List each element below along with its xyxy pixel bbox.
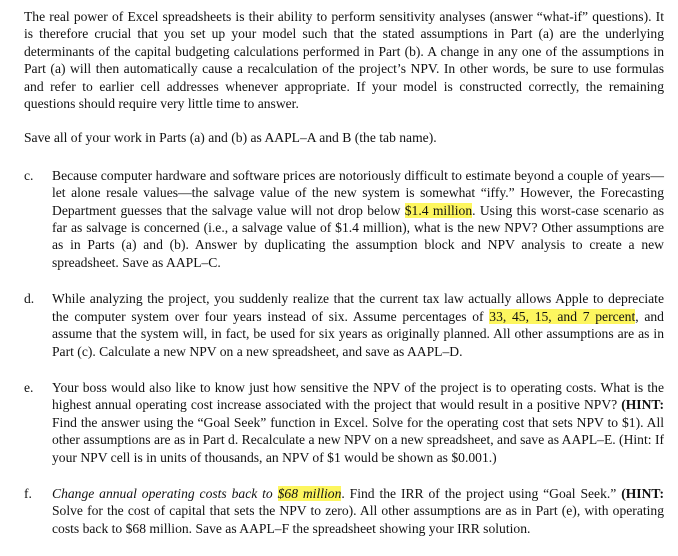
question-text: Your boss would also like to know just how sensitive the NPV of the project is to operating costs. What is the highest annual operating cost increase associated with the project that would result in a positive NPV? (HINT: Find the answer using the “Goal Seek” function in Excel. Solve for the operating cost that sets NPV to $1). All other assumptions are as in Part d. Recalculate a new NPV on a new spreadsheet, and save as AAPL–E. (Hint: If your NPV cell is in units of thousands, an NPV of $1 would be shown as $0.001.) bbox=[52, 379, 664, 465]
hint-label: (HINT: bbox=[621, 397, 664, 413]
highlighted-depreciation-percentages: 33, 45, 15, and 7 percent bbox=[489, 308, 636, 324]
highlighted-salvage-value: $1.4 million bbox=[404, 202, 473, 218]
question-e bbox=[24, 379, 664, 466]
question-c bbox=[24, 167, 664, 271]
question-text: Change annual operating costs back to $68 million. Find the IRR of the project using “Goal Seek.” (HINT: Solve for the cost of capital that sets the NPV to zero). All other assumptions are as in Part (e), with operating costs back to $68 million. Save as AAPL–F the spreadsheet showing your IRR solution. bbox=[52, 485, 664, 536]
question-letter: e. bbox=[24, 379, 34, 395]
highlighted-operating-costs: $68 million bbox=[277, 485, 342, 501]
question-letter: c. bbox=[24, 167, 34, 183]
hint-label: (HINT: bbox=[621, 485, 664, 501]
question-letter: f. bbox=[24, 485, 32, 501]
question-letter: d. bbox=[24, 291, 35, 307]
question-text: Because computer hardware and software prices are notoriously difficult to estimate beyond a couple of years—let alone resale values—the salvage value of the new system is somewhat “iffy.” However, the Forecasting Department guesses that the salvage value will not drop below $1.4 million. Using this worst-case scenario as far as salvage is concerned (i.e., a salvage value of $1.4 million), what is the new NPV? Other assumptions are as in Parts (a) and (b). Answer by duplicating the assumption block and NPV analysis to create a new spreadsheet. Save as AAPL–C. bbox=[52, 167, 664, 270]
intro-paragraph: The real power of Excel spreadsheets is their ability to perform sensitivity analyses (answer “what-if” questions). It is therefore crucial that you set up your model such that the stated assumptions in Part (a) are the underlying determinants of the capital budgeting calculations performed in Part (b). A change in any one of the assumptions in Part (a) will then automatically cause a recalculation of the project’s NPV. In other words, be sure to use formulas and refer to earlier cell addresses whenever appropriate. If your model is constructed correctly, the remaining questions should require very little time to answer. bbox=[24, 9, 664, 112]
question-f bbox=[24, 485, 664, 537]
question-d bbox=[24, 290, 664, 360]
question-text: While analyzing the project, you suddenly realize that the current tax law actually allows Apple to depreciate the computer system over four years instead of six. Assume percentages of 33, 45, 15, and 7 percent, and assume that the system will, in fact, be used for six years as originally planned. All other assumptions are as in Part (c). Calculate a new NPV on a new spreadsheet, and save as AAPL–D. bbox=[52, 291, 664, 359]
save-instruction: Save all of your work in Parts (a) and (b) as AAPL–A and B (the tab name). bbox=[24, 130, 437, 146]
